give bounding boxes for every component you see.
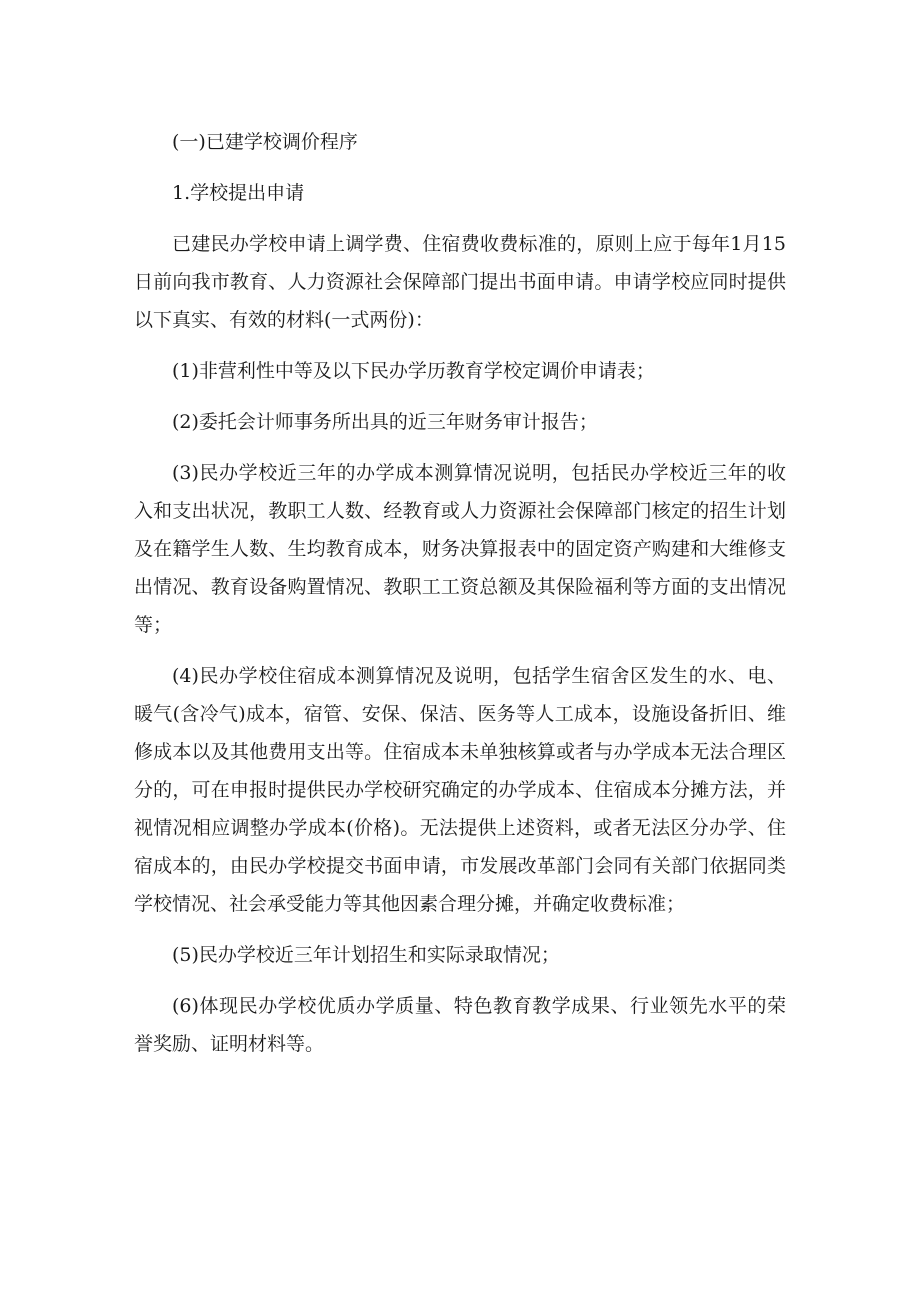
document-body — [134, 123, 786, 1063]
list-item-5: (5)民办学校近三年计划招生和实际录取情况； — [172, 944, 560, 966]
subheading: 1.学校提出申请 — [172, 182, 305, 204]
list-item-3: (3)民办学校近三年的办学成本测算情况说明，包括民办学校近三年的收入和支出状况，教职工人数、经教育或人力资源社会保障部门核定的招生计划及在籍学生人数、生均教育成本，财务决算报表中的固定资产购建和大维修支出情况、教育设备购置情况、教职工工资总额及其保险福利等方面的支出情况等； — [134, 462, 786, 636]
list-item-2: (2)委托会计师事务所出具的近三年财务审计报告； — [172, 411, 598, 433]
intro-paragraph: 已建民办学校申请上调学费、住宿费收费标准的，原则上应于每年1月15日前向我市教育、人力资源社会保障部门提出书面申请。申请学校应同时提供以下真实、有效的材料(一式两份)： — [134, 233, 786, 331]
list-item-4: (4)民办学校住宿成本测算情况及说明，包括学生宿舍区发生的水、电、暖气(含冷气)成本，宿管、安保、保洁、医务等人工成本，设施设备折旧、维修成本以及其他费用支出等。住宿成本未单独核算或者与办学成本无法合理区分的，可在申报时提供民办学校研究确定的办学成本、住宿成本分摊方法，并视情况相应调整办学成本(价格)。无法提供上述资料，或者无法区分办学、住宿成本的，由民办学校提交书面申请，市发展改革部门会同有关部门依据同类学校情况、社会承受能力等其他因素合理分摊，并确定收费标准； — [134, 665, 786, 915]
list-item-1: (1)非营利性中等及以下民办学历教育学校定调价申请表； — [172, 360, 655, 382]
list-item-6: (6)体现民办学校优质办学质量、特色教育教学成果、行业领先水平的荣誉奖励、证明材料等。 — [134, 995, 786, 1055]
section-heading: (一)已建学校调价程序 — [172, 131, 358, 153]
